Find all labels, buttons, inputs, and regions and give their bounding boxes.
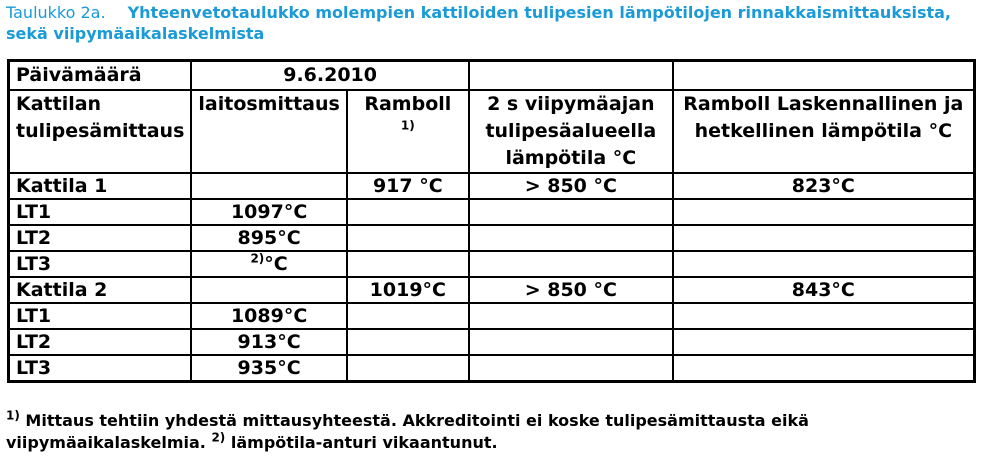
cell-laskennallinen	[673, 225, 975, 251]
footnotes	[6, 410, 996, 454]
footnote-ref-1: 1)	[400, 118, 415, 133]
cell-ramboll: 917 °C	[347, 173, 469, 199]
cell-laitos	[191, 277, 346, 303]
footnote-mark-2: 2)	[211, 430, 226, 445]
cell-laitos: 935°C	[191, 355, 346, 382]
row-name: LT3	[9, 251, 192, 277]
cell-viipyma	[469, 303, 673, 329]
table-row	[9, 277, 975, 303]
cell-laskennallinen	[673, 355, 975, 382]
cell-laitos: 895°C	[191, 225, 346, 251]
row-name: Kattila 2	[9, 277, 192, 303]
row-name: LT2	[9, 329, 192, 355]
table-row	[9, 303, 975, 329]
caption-label: Taulukko 2a.	[6, 3, 106, 22]
cell-laskennallinen: 823°C	[673, 173, 975, 199]
empty-cell	[469, 61, 673, 91]
table-row	[9, 251, 975, 277]
cell-laitos	[191, 173, 346, 199]
row-name: LT2	[9, 225, 192, 251]
header-laitosmittaus: laitosmittaus	[191, 90, 346, 173]
cell-viipyma: > 850 °C	[469, 173, 673, 199]
caption-title: Yhteenvetotaulukko molempien kattiloiden tulipesien lämpötilojen rinnakkaismittauksista, sekä viipymäaikalaskelmista	[6, 3, 952, 43]
row-name: LT1	[9, 303, 192, 329]
cell-viipyma: > 850 °C	[469, 277, 673, 303]
table-row	[9, 225, 975, 251]
cell-laitos: 913°C	[191, 329, 346, 355]
footnote-mark-1: 1)	[6, 408, 20, 423]
cell-laitos-value: °C	[264, 253, 288, 275]
table-row	[9, 199, 975, 225]
footnote-text-1: Mittaus tehtiin yhdestä mittausyhteestä. Akkreditointi ei koske tulipesämittausta eikä viipymäaikalaskelmia.	[6, 411, 809, 452]
cell-viipyma	[469, 225, 673, 251]
cell-laskennallinen	[673, 329, 975, 355]
cell-laitos: 1097°C	[191, 199, 346, 225]
cell-laskennallinen	[673, 251, 975, 277]
cell-laitos	[191, 251, 346, 277]
cell-viipyma	[469, 355, 673, 382]
table-row	[9, 355, 975, 382]
header-ramboll	[347, 90, 469, 173]
table-row	[9, 329, 975, 355]
cell-laitos: 1089°C	[191, 303, 346, 329]
row-name: LT1	[9, 199, 192, 225]
row-name: LT3	[9, 355, 192, 382]
header-viipyma: 2 s viipymäajan tulipesäalueella lämpötila °C	[469, 90, 673, 173]
date-row	[9, 61, 975, 91]
date-value: 9.6.2010	[191, 61, 468, 91]
footnote-ref-2: 2)	[250, 251, 265, 266]
cell-ramboll	[347, 329, 469, 355]
cell-ramboll	[347, 303, 469, 329]
cell-ramboll	[347, 251, 469, 277]
cell-ramboll	[347, 199, 469, 225]
empty-cell	[673, 61, 975, 91]
cell-viipyma	[469, 329, 673, 355]
footnote-text-2: lämpötila-anturi vikaantunut.	[230, 433, 498, 452]
cell-laskennallinen	[673, 303, 975, 329]
cell-laskennallinen	[673, 199, 975, 225]
header-tulipesamittaus: Kattilan tulipesämittaus	[9, 90, 192, 173]
header-row	[9, 90, 975, 173]
header-laskennallinen: Ramboll Laskennallinen ja hetkellinen lämpötila °C	[673, 90, 975, 173]
cell-laskennallinen: 843°C	[673, 277, 975, 303]
cell-viipyma	[469, 251, 673, 277]
table-caption	[6, 2, 996, 44]
summary-table	[7, 59, 976, 383]
row-name: Kattila 1	[9, 173, 192, 199]
header-ramboll-text: Ramboll	[364, 93, 452, 115]
cell-ramboll	[347, 355, 469, 382]
cell-ramboll	[347, 225, 469, 251]
table-row	[9, 173, 975, 199]
date-label: Päivämäärä	[9, 61, 192, 91]
cell-viipyma	[469, 199, 673, 225]
cell-ramboll: 1019°C	[347, 277, 469, 303]
